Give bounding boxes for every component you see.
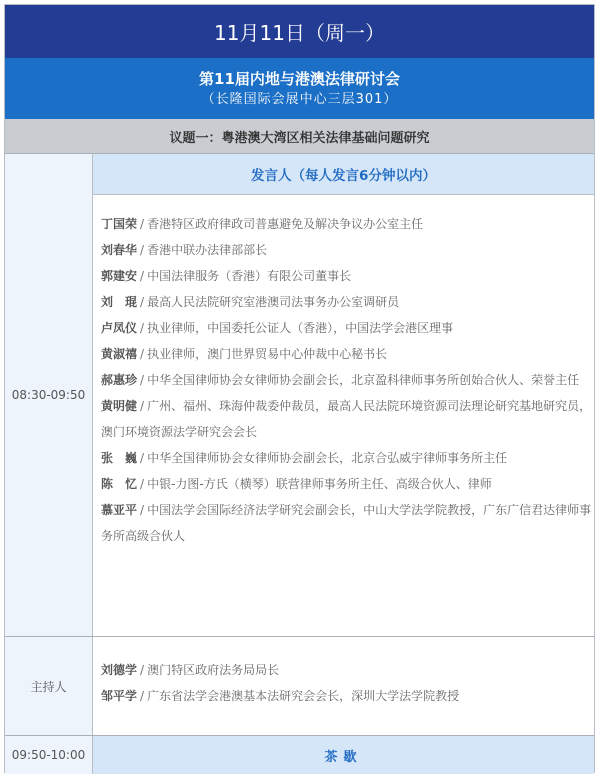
day-label: 11月11日（周一） <box>214 21 385 45</box>
person-title: 中华全国律师协会女律师协会副会长，北京盈科律师事务所创始合伙人、荣誉主任 <box>147 373 580 387</box>
person-name: 刘 琨 <box>101 295 138 309</box>
separator: / <box>140 689 145 703</box>
host-row <box>5 637 594 736</box>
separator: / <box>140 217 145 231</box>
person-name: 张 巍 <box>101 451 138 465</box>
person-title: 广东省法学会港澳基本法研究会会长，深圳大学法学院教授 <box>147 689 460 703</box>
person-name: 刘德学 <box>101 663 138 677</box>
person-name: 丁国荣 <box>101 217 138 231</box>
person-title: 执业律师，澳门世界贸易中心仲裁中心秘书长 <box>147 347 388 361</box>
person-title: 最高人民法院研究室港澳司法事务办公室调研员 <box>147 295 400 309</box>
person-title: 中国法律服务（香港）有限公司董事长 <box>147 269 352 283</box>
session-time: 08:30-09:50 <box>5 154 93 636</box>
speakers-cell <box>93 154 594 636</box>
separator: / <box>140 477 145 491</box>
separator: / <box>140 243 145 257</box>
person-title: 香港中联办法律部部长 <box>147 243 268 257</box>
person-title: 澳门特区政府法务局局长 <box>147 663 280 677</box>
list-item <box>101 341 594 367</box>
person-name: 邹平学 <box>101 689 138 703</box>
person-title: 执业律师，中国委托公证人（香港），中国法学会港区理事 <box>147 321 454 335</box>
person-name: 卢凤仪 <box>101 321 138 335</box>
list-item <box>101 211 594 237</box>
separator: / <box>140 451 145 465</box>
conference-title: 第11届内地与港澳法律研讨会 <box>199 69 400 88</box>
topic-label: 议题一：粤港澳大湾区相关法律基础问题研究 <box>169 130 430 146</box>
agenda-sheet <box>4 4 595 773</box>
person-title: 广州、福州、珠海仲裁委仲裁员，最高人民法院环境资源司法理论研究基地研究员，澳门环境资源法学研究会会长 <box>101 399 592 439</box>
topic-header <box>5 119 594 154</box>
person-name: 郭建安 <box>101 269 138 283</box>
tea-break-time: 09:50-10:00 <box>5 736 93 774</box>
list-item <box>101 263 594 289</box>
speaker-list <box>93 195 594 575</box>
person-title: 中国法学会国际经济法学研究会副会长，中山大学法学院教授，广东广信君达律师事务所高级合伙人 <box>101 503 592 543</box>
person-name: 刘春华 <box>101 243 138 257</box>
person-title: 中银-力图-方氏（横琴）联营律师事务所主任、高级合伙人、律师 <box>147 477 492 491</box>
conference-venue: （长隆国际会展中心三层301） <box>201 91 398 107</box>
person-name: 黄明健 <box>101 399 138 413</box>
separator: / <box>140 347 145 361</box>
person-name: 慕亚平 <box>101 503 138 517</box>
host-list <box>93 637 594 735</box>
list-item <box>101 497 594 549</box>
list-item <box>101 367 594 393</box>
host-label: 主持人 <box>5 637 93 735</box>
list-item <box>101 683 594 709</box>
tea-break-row <box>5 736 594 774</box>
list-item <box>101 657 594 683</box>
separator: / <box>140 269 145 283</box>
person-title: 中华全国律师协会女律师协会副会长，北京合弘威宇律师事务所主任 <box>147 451 508 465</box>
day-header <box>5 5 594 58</box>
conference-banner <box>5 58 594 119</box>
separator: / <box>140 321 145 335</box>
list-item <box>101 289 594 315</box>
person-name: 郝惠珍 <box>101 373 138 387</box>
tea-break-label: 茶歇 <box>93 736 594 774</box>
list-item <box>101 315 594 341</box>
person-name: 黄淑禧 <box>101 347 138 361</box>
separator: / <box>140 503 145 517</box>
separator: / <box>140 373 145 387</box>
person-title: 香港特区政府律政司普惠避免及解决争议办公室主任 <box>147 217 424 231</box>
separator: / <box>140 399 145 413</box>
speakers-header: 发言人（每人发言6分钟以内） <box>93 154 594 195</box>
list-item <box>101 237 594 263</box>
separator: / <box>140 663 145 677</box>
list-item <box>101 471 594 497</box>
separator: / <box>140 295 145 309</box>
list-item <box>101 445 594 471</box>
person-name: 陈 忆 <box>101 477 138 491</box>
list-item <box>101 393 594 445</box>
session-row <box>5 154 594 637</box>
